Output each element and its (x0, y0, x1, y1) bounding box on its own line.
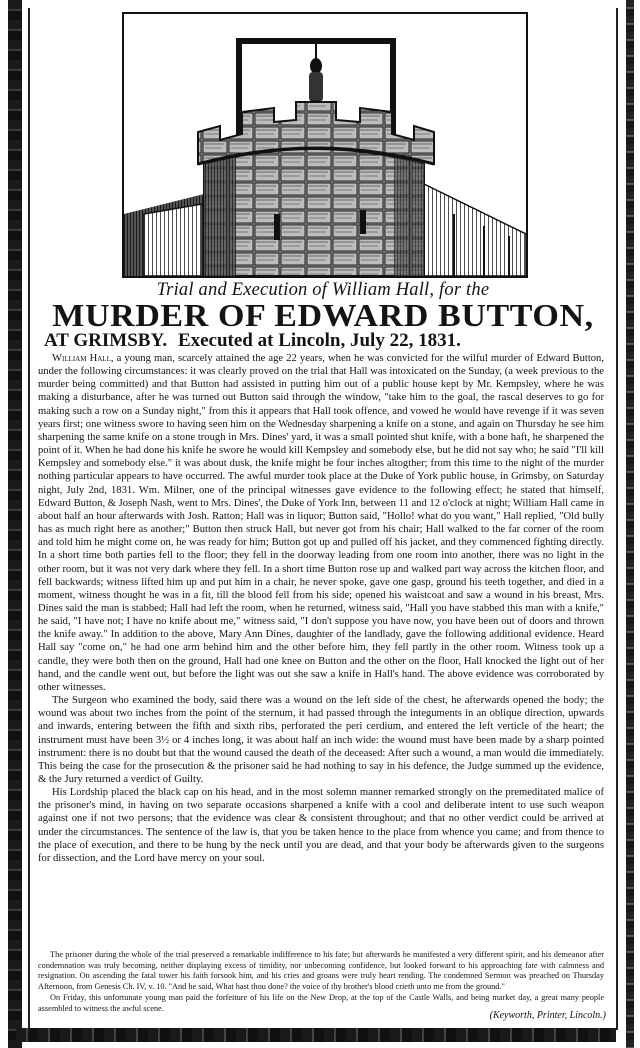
broadside-sheet (28, 8, 618, 1030)
paragraph-text: a young man, scarcely attained the age 22 years, when he was convicted for the wilful murder of Edward Button, under the following circumstances: it was clearly proved on the trial that Hall was intoxicated on the Sunday, (a week previous to the murder being committed) and that Button had assisted in putting him out of a public house kept by Mr. Kempsley, where he was making a disturbance, after he was turned out Button said through the window, "take him to the goal, the rascal deserves to go for making such a row on a Sunday night," from this it appears that Hall took offence, and vowed he would have revenge if it was seven years first; one witness swore to having seen him on the Wednesday sharpening a knife on a stone, and again on Thursday he see him sharpening the same knife on a stone trough in Mrs. Dines' yard, it was a small pointed shut knife, with a bone haft, he sharpened the point of it. When he had done his knife he swore he would kill Kempsley and somebody else, but he did not say who; he said "I'll kill Kempsley and somebody else." it was about dusk, the knife might be four inches altogther; from this time to the night of the murder nothing particular appears to have occurred. The awful murder took place at the Duke of York public house, in Grimsby, on Saturday night, July 2nd, 1831. Wm. Milner, one of the principal witnesses gave evidence to the following effect; he stated that himself, Edward Button, & Joseph Nash, went to Mrs. Dines', the Duke of York Inn, between 11 and 12 o'clock at night; William Hall came in about half an hour afterwards with Josh. Ratton; Hall was in liquor; Button said, "Hollo! what do you want," Hall replied, "Old bully has as much right here as another;" Button then struck Hall, but never got from his chair; Hall walked to the far corner of the room and told him he might come on, he was ready for him; Button got up and pulled off his jacket, and they commenced fighting directly. In a short time both parties fell to the floor; they fell in the doorway leading from one room into another, there was no light in the other room, but it was not very dark where they fell. In a short time Button rose up and walked part way across the kitchen floor, and fell backwards; witness lifted him up and put him in a chair, he never spoke, gave one gasp, ground his teeth together, and died in a moment, witness thought he was in a fit, till the blood fell from his side; opened his waistcoat and saw a wound in his breast, Mrs. Dines said the man is stabbed; Hall had left the room, when he returned, witness said, "Hall you have stabbed this man with a knife," he said, "I have not; I have no knife about me," witness said, "I don't suppose you have now, you have been out of doors and thrown the knife away." In addition to the above, Mary Ann Dines, daughter of the landlady, gave the following additional evidence. Heard Hall say "come on," he had one arm behind him and the other before him, they fell partly in the other room. Witness took up a candle, they were both then on the ground, Hall had one knee on Button and the other on the floor, Hall knocked the light out of her hand, and the candle went out, but before the light was out she saw a knife in Hall's hand. The above evidence was corroborated by other witnesses. (38, 353, 605, 693)
subheadline-place: AT GRIMSBY. (44, 330, 168, 351)
paragraph-text: The Surgeon who examined the body, said there was a wound on the left side of the chest, he afterwards opened the body; the wound was about two inches from the point of the sternum, it had passed through the integuments in an oblique direction, upwards and inwards, entering between the fifth and sixth ribs, perforated the peri cerdium, and entered the left verticle of the heart; the instrument must have been 3½ or 4 inches long, it was about half an inch wide: the wound must have been made by a sharp pointed instrument: there is no doubt but that the wound caused the death of the deceased: After such a wound, a man would die immediately. This being the case for the prosecution & the prisoner said he had nothing to say in his defence, the Judge summed up the evidence, & the Jury returned a verdict of Guilty. (38, 695, 604, 785)
closing-text (38, 950, 604, 1014)
right-border-rule (626, 0, 634, 1048)
small-paragraph: On Friday, this unfortunate young man paid the forfeiture of his life on the New Drop, at the top of the Castle Walls, and being market day, a great many people assembled to witness the awful scene. (38, 992, 604, 1013)
small-paragraph: The prisoner during the whole of the trial preserved a remarkable indifference to his fate; but afterwards he manifested a very different spirit, and his demeanor after condemnation was truly becoming, neither displaying excess of timidity, nor unbecoming confidence, but looked forward to his approaching fate with calmness and resignation. On ascending the fatal tower his faith forsook him, and his cries and groans were truly heart rending. The condemned Sermon was preached on Thursday Afternoon, from Genesis Ch. IV, v. 10. "And he said, What hast thou done? the voice of thy brother's blood crieth unto me from the ground." (38, 950, 604, 992)
main-text (38, 352, 604, 865)
left-border-rule (8, 0, 22, 1048)
paragraph-text: His Lordship placed the black cap on his head, and in the most solemn manner remarked strongly on the premeditated malice of the prisoner's mind, in having on two separate occasions sharpened a knife with a cool and deliberate intent to use such weapon against one if not two persons; that the evidence was clear & consistent throughout; and that no other verdict could be arrived at under the circumstances. The sentence of the law is, that you be taken hence to the place from whence you came; and from thence to the place of execution, and there to be hung by the neck until you are dead, and that your body be afterwards given to the surgeons for dissection, and the Lord have mercy on your soul. (38, 787, 604, 864)
bottom-border-rule (16, 1028, 616, 1042)
printer-imprint: (Keyworth, Printer, Lincoln.) (489, 1010, 606, 1021)
gallows-castle-tower-woodcut-icon (122, 12, 528, 278)
paragraph (38, 694, 604, 786)
headline: MURDER OF EDWARD BUTTON, (52, 299, 594, 334)
subheadline (44, 330, 604, 352)
paragraph (38, 352, 604, 694)
paragraph-lead: William Hall, (52, 353, 114, 364)
subheadline-executed: Executed at Lincoln, July 22, 1831. (177, 330, 461, 351)
title-line: Trial and Execution of William Hall, for the (156, 280, 490, 300)
paragraph (38, 786, 604, 865)
